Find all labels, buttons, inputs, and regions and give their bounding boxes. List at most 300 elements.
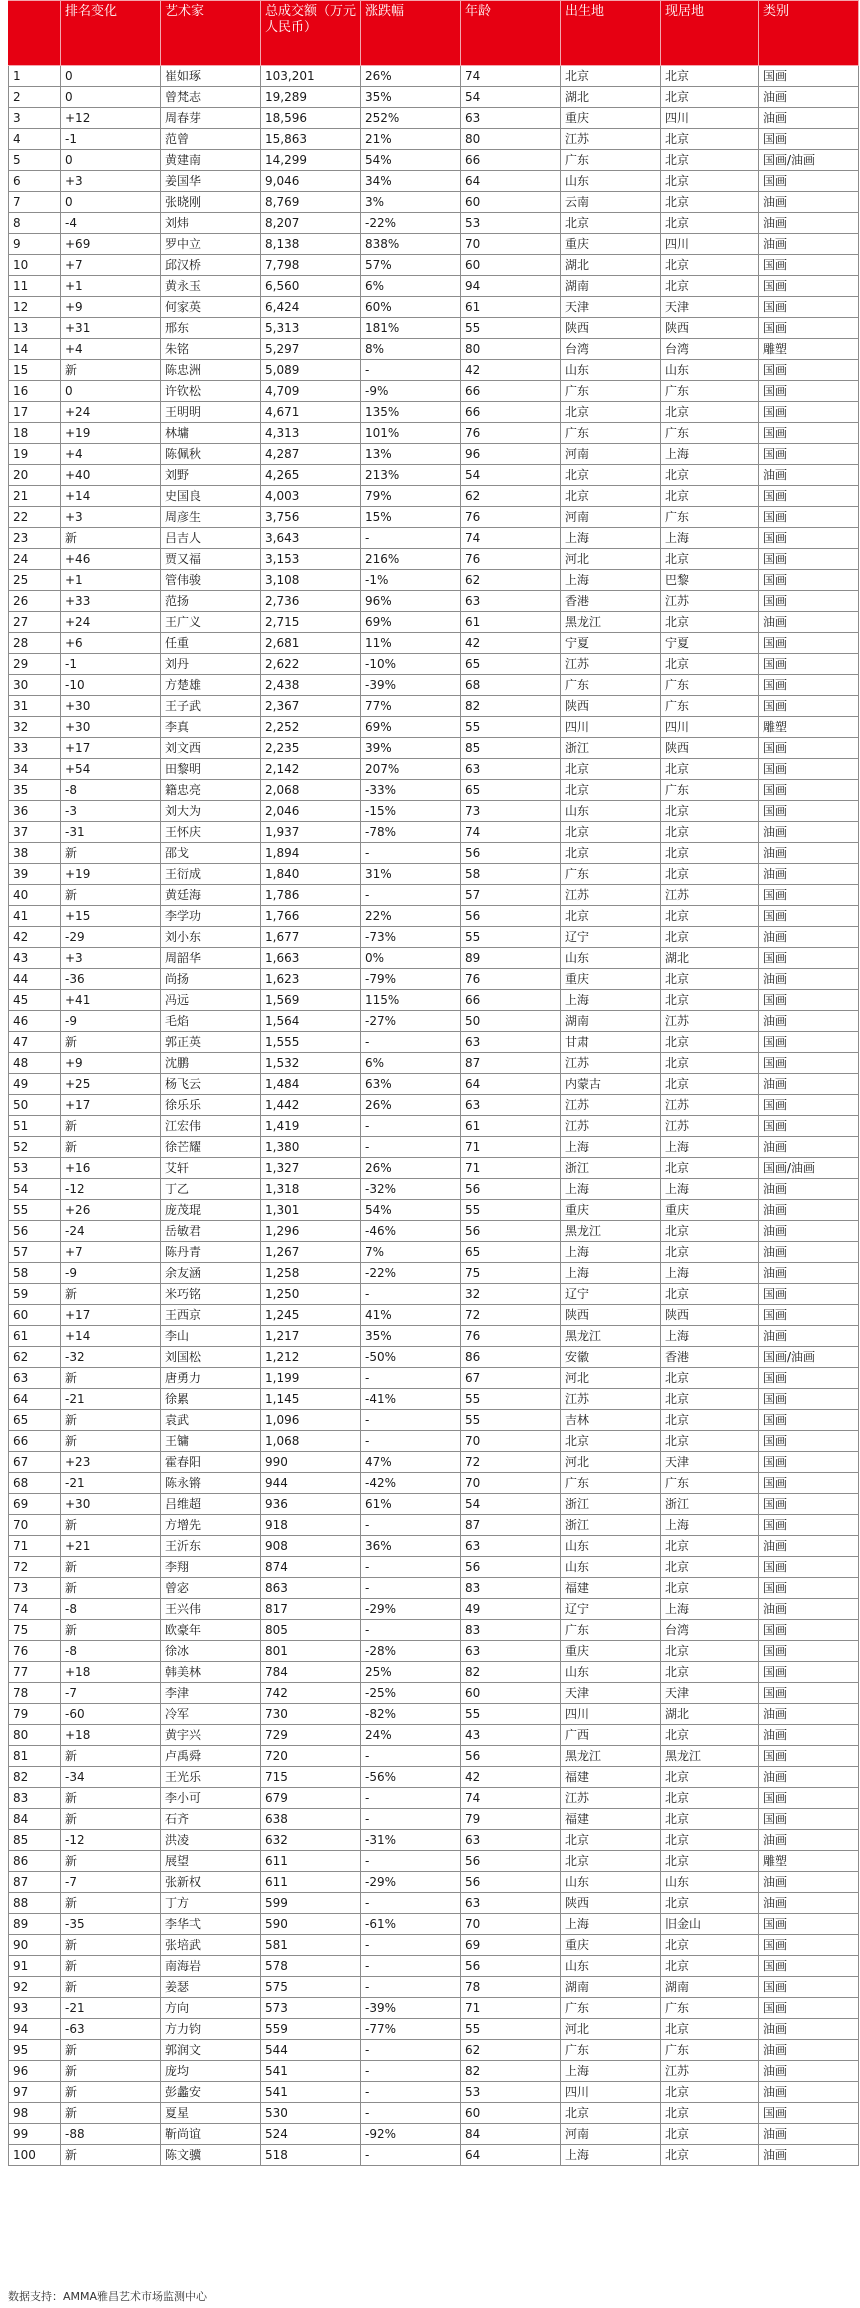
rank-cell: 30 (9, 675, 61, 696)
residence-cell: 北京 (661, 1725, 759, 1746)
category-cell: 国画 (759, 528, 859, 549)
turnover-cell: 944 (261, 1473, 361, 1494)
age-cell: 53 (461, 213, 561, 234)
rank-change-cell: +30 (61, 717, 161, 738)
change-percent-cell: 24% (361, 1725, 461, 1746)
rank-cell: 61 (9, 1326, 61, 1347)
artist-name-cell: 黄廷海 (161, 885, 261, 906)
turnover-cell: 2,235 (261, 738, 361, 759)
rank-cell: 88 (9, 1893, 61, 1914)
residence-cell: 北京 (661, 1074, 759, 1095)
category-header: 类别 (759, 1, 859, 66)
table-row (9, 1263, 859, 1284)
age-cell: 67 (461, 1368, 561, 1389)
category-cell: 油画 (759, 1263, 859, 1284)
rank-cell: 62 (9, 1347, 61, 1368)
rank-cell: 5 (9, 150, 61, 171)
artist-name-cell: 方增先 (161, 1515, 261, 1536)
table-row (9, 1620, 859, 1641)
rank-change-cell: +17 (61, 1095, 161, 1116)
rank-cell: 53 (9, 1158, 61, 1179)
turnover-cell: 611 (261, 1872, 361, 1893)
category-cell: 油画 (759, 1704, 859, 1725)
turnover-cell: 1,250 (261, 1284, 361, 1305)
table-row (9, 885, 859, 906)
artist-name-cell: 刘国松 (161, 1347, 261, 1368)
table-row (9, 1557, 859, 1578)
age-cell: 82 (461, 696, 561, 717)
residence-cell: 天津 (661, 1683, 759, 1704)
birthplace-cell: 上海 (561, 528, 661, 549)
age-cell: 71 (461, 1137, 561, 1158)
turnover-cell: 1,894 (261, 843, 361, 864)
birthplace-cell: 黑龙江 (561, 612, 661, 633)
table-row (9, 1767, 859, 1788)
birthplace-cell: 甘肃 (561, 1032, 661, 1053)
artist-name-cell: 黄建南 (161, 150, 261, 171)
artist-name-cell: 许钦松 (161, 381, 261, 402)
rank-change-cell: -21 (61, 1473, 161, 1494)
category-cell: 油画 (759, 822, 859, 843)
turnover-cell: 3,153 (261, 549, 361, 570)
category-cell: 国画 (759, 129, 859, 150)
artist-name-cell: 吕吉人 (161, 528, 261, 549)
artist-name-cell: 李津 (161, 1683, 261, 1704)
artist-name-cell: 唐勇力 (161, 1368, 261, 1389)
table-row (9, 66, 859, 87)
category-cell: 国画 (759, 1053, 859, 1074)
rank-cell: 36 (9, 801, 61, 822)
change-percent-cell: -9% (361, 381, 461, 402)
rank-cell: 39 (9, 864, 61, 885)
birthplace-cell: 陕西 (561, 1893, 661, 1914)
residence-cell: 北京 (661, 927, 759, 948)
table-row (9, 171, 859, 192)
rank-cell: 25 (9, 570, 61, 591)
rank-change-cell: 新 (61, 843, 161, 864)
birthplace-cell: 山东 (561, 1536, 661, 1557)
change-percent-cell: 6% (361, 276, 461, 297)
age-cell: 63 (461, 759, 561, 780)
table-row (9, 759, 859, 780)
category-cell: 油画 (759, 2145, 859, 2166)
residence-cell: 北京 (661, 1809, 759, 1830)
birthplace-cell: 上海 (561, 570, 661, 591)
rank-change-cell: 新 (61, 360, 161, 381)
artist-name-cell: 郭正英 (161, 1032, 261, 1053)
rank-cell: 97 (9, 2082, 61, 2103)
age-cell: 49 (461, 1599, 561, 1620)
change-percent-cell: - (361, 1956, 461, 1977)
table-row (9, 381, 859, 402)
rank-change-cell: +18 (61, 1662, 161, 1683)
rank-cell: 46 (9, 1011, 61, 1032)
birthplace-cell: 上海 (561, 990, 661, 1011)
age-cell: 43 (461, 1725, 561, 1746)
rank-cell: 21 (9, 486, 61, 507)
category-cell: 国画 (759, 1305, 859, 1326)
residence-cell: 北京 (661, 654, 759, 675)
turnover-cell: 1,623 (261, 969, 361, 990)
turnover-cell: 524 (261, 2124, 361, 2145)
rank-cell: 27 (9, 612, 61, 633)
change-percent-cell: 96% (361, 591, 461, 612)
rank-change-cell: +3 (61, 948, 161, 969)
change-percent-cell: - (361, 843, 461, 864)
artist-name-cell: 张新权 (161, 1872, 261, 1893)
birthplace-cell: 上海 (561, 1914, 661, 1935)
change-percent-cell: - (361, 1578, 461, 1599)
residence-cell: 北京 (661, 1368, 759, 1389)
rank-cell: 2 (9, 87, 61, 108)
table-row (9, 444, 859, 465)
change-percent-cell: 61% (361, 1494, 461, 1515)
rank-change-cell: +17 (61, 738, 161, 759)
rank-change-cell: -7 (61, 1872, 161, 1893)
table-row (9, 1074, 859, 1095)
rank-change-cell: +17 (61, 1305, 161, 1326)
rank-change-cell: +24 (61, 612, 161, 633)
table-row (9, 1347, 859, 1368)
residence-cell: 天津 (661, 297, 759, 318)
change-percent-cell: 11% (361, 633, 461, 654)
artist-name-cell: 杨飞云 (161, 1074, 261, 1095)
residence-cell: 江苏 (661, 885, 759, 906)
rank-change-cell: +40 (61, 465, 161, 486)
age-cell: 76 (461, 423, 561, 444)
residence-cell: 广东 (661, 381, 759, 402)
category-cell: 国画/油画 (759, 150, 859, 171)
turnover-cell: 3,643 (261, 528, 361, 549)
artist-header: 艺术家 (161, 1, 261, 66)
birthplace-cell: 黑龙江 (561, 1746, 661, 1767)
birthplace-cell: 山东 (561, 801, 661, 822)
turnover-cell: 1,677 (261, 927, 361, 948)
rank-change-cell: 0 (61, 150, 161, 171)
rank-change-cell: +25 (61, 1074, 161, 1095)
category-cell: 油画 (759, 864, 859, 885)
residence-cell: 北京 (661, 1389, 759, 1410)
category-cell: 油画 (759, 1179, 859, 1200)
rank-cell: 9 (9, 234, 61, 255)
rank-cell: 29 (9, 654, 61, 675)
age-cell: 61 (461, 612, 561, 633)
change-percent-cell: 216% (361, 549, 461, 570)
age-cell: 42 (461, 633, 561, 654)
residence-cell: 北京 (661, 1935, 759, 1956)
artist-name-cell: 霍春阳 (161, 1452, 261, 1473)
change-percent-cell: 181% (361, 318, 461, 339)
change-percent-cell: - (361, 2103, 461, 2124)
residence-cell: 上海 (661, 1179, 759, 1200)
rank-change-cell: -21 (61, 1389, 161, 1410)
change-percent-cell: -78% (361, 822, 461, 843)
artist-name-cell: 贾又福 (161, 549, 261, 570)
artist-name-cell: 朱铭 (161, 339, 261, 360)
birthplace-cell: 辽宁 (561, 927, 661, 948)
artist-name-cell: 刘炜 (161, 213, 261, 234)
table-row (9, 2145, 859, 2166)
category-cell: 国画 (759, 1956, 859, 1977)
residence-cell: 北京 (661, 276, 759, 297)
age-cell: 72 (461, 1305, 561, 1326)
artist-name-cell: 籍忠亮 (161, 780, 261, 801)
rank-cell: 40 (9, 885, 61, 906)
rank-cell: 18 (9, 423, 61, 444)
rank-change-cell: -12 (61, 1179, 161, 1200)
artist-name-cell: 陈文骥 (161, 2145, 261, 2166)
turnover-cell: 1,068 (261, 1431, 361, 1452)
rank-cell: 94 (9, 2019, 61, 2040)
age-cell: 63 (461, 1893, 561, 1914)
artist-name-cell: 姜国华 (161, 171, 261, 192)
turnover-cell: 1,327 (261, 1158, 361, 1179)
category-cell: 国画 (759, 444, 859, 465)
turnover-cell: 638 (261, 1809, 361, 1830)
residence-cell: 台湾 (661, 339, 759, 360)
residence-cell: 北京 (661, 1851, 759, 1872)
artist-name-cell: 周韶华 (161, 948, 261, 969)
residence-cell: 北京 (661, 171, 759, 192)
rank-change-cell: -8 (61, 780, 161, 801)
table-row (9, 360, 859, 381)
category-cell: 国画 (759, 1515, 859, 1536)
turnover-cell: 2,252 (261, 717, 361, 738)
change-percent-cell: 26% (361, 1158, 461, 1179)
rank-change-cell: -7 (61, 1683, 161, 1704)
birthplace-cell: 广东 (561, 864, 661, 885)
age-cell: 73 (461, 801, 561, 822)
rank-change-cell: 新 (61, 1116, 161, 1137)
change-percent-cell: 34% (361, 171, 461, 192)
category-cell: 油画 (759, 1074, 859, 1095)
rank-cell: 7 (9, 192, 61, 213)
artist-name-cell: 刘文西 (161, 738, 261, 759)
change-percent-cell: - (361, 1788, 461, 1809)
turnover-cell: 4,709 (261, 381, 361, 402)
table-row (9, 1683, 859, 1704)
residence-cell: 北京 (661, 192, 759, 213)
rank-cell: 92 (9, 1977, 61, 1998)
birthplace-cell: 辽宁 (561, 1284, 661, 1305)
rank-change-cell: +24 (61, 402, 161, 423)
rank-change-cell: +14 (61, 486, 161, 507)
rank-change-cell: 新 (61, 1935, 161, 1956)
turnover-cell: 1,217 (261, 1326, 361, 1347)
table-row (9, 780, 859, 801)
age-cell: 63 (461, 1641, 561, 1662)
residence-cell: 广东 (661, 423, 759, 444)
birthplace-cell: 重庆 (561, 1641, 661, 1662)
turnover-cell: 1,296 (261, 1221, 361, 1242)
table-row (9, 1893, 859, 1914)
rank-change-cell: 新 (61, 1746, 161, 1767)
rank-cell: 43 (9, 948, 61, 969)
age-cell: 57 (461, 885, 561, 906)
change-percent-cell: 39% (361, 738, 461, 759)
table-body (9, 66, 859, 2166)
table-row (9, 654, 859, 675)
category-cell: 国画 (759, 1578, 859, 1599)
rank-change-cell: 新 (61, 1557, 161, 1578)
residence-cell: 广东 (661, 1473, 759, 1494)
birthplace-cell: 北京 (561, 2103, 661, 2124)
table-row (9, 339, 859, 360)
turnover-cell: 541 (261, 2061, 361, 2082)
rank-cell: 87 (9, 1872, 61, 1893)
category-cell: 国画 (759, 381, 859, 402)
artist-name-cell: 米巧铭 (161, 1284, 261, 1305)
turnover-cell: 1,569 (261, 990, 361, 1011)
birthplace-cell: 辽宁 (561, 1599, 661, 1620)
table-row (9, 507, 859, 528)
age-cell: 50 (461, 1011, 561, 1032)
artist-name-cell: 黄宇兴 (161, 1725, 261, 1746)
age-cell: 70 (461, 1914, 561, 1935)
birthplace-cell: 陕西 (561, 696, 661, 717)
turnover-cell: 1,663 (261, 948, 361, 969)
change-percent-cell: - (361, 1851, 461, 1872)
change-percent-cell: -33% (361, 780, 461, 801)
turnover-cell: 2,736 (261, 591, 361, 612)
table-row (9, 1578, 859, 1599)
rank-cell: 19 (9, 444, 61, 465)
residence-cell: 北京 (661, 549, 759, 570)
table-row (9, 591, 859, 612)
table-row (9, 1053, 859, 1074)
table-row (9, 1998, 859, 2019)
category-cell: 国画 (759, 675, 859, 696)
birthplace-cell: 湖南 (561, 1977, 661, 1998)
turnover-cell: 18,596 (261, 108, 361, 129)
change-percent-cell: -92% (361, 2124, 461, 2145)
birthplace-cell: 广东 (561, 1473, 661, 1494)
turnover-cell: 863 (261, 1578, 361, 1599)
table-row (9, 423, 859, 444)
rank-change-cell: 新 (61, 2040, 161, 2061)
turnover-cell: 14,299 (261, 150, 361, 171)
artist-name-cell: 李小可 (161, 1788, 261, 1809)
table-row (9, 276, 859, 297)
rank-cell: 73 (9, 1578, 61, 1599)
residence-cell: 陕西 (661, 318, 759, 339)
change-percent-cell: - (361, 360, 461, 381)
age-cell: 63 (461, 1032, 561, 1053)
category-cell: 雕塑 (759, 717, 859, 738)
turnover-cell: 103,201 (261, 66, 361, 87)
residence-cell: 重庆 (661, 1200, 759, 1221)
birthplace-cell: 上海 (561, 1137, 661, 1158)
residence-cell: 北京 (661, 1158, 759, 1179)
age-cell: 69 (461, 1935, 561, 1956)
rank-cell: 95 (9, 2040, 61, 2061)
turnover-cell: 1,318 (261, 1179, 361, 1200)
table-row (9, 1746, 859, 1767)
rank-change-cell: 新 (61, 1431, 161, 1452)
birthplace-cell: 江苏 (561, 885, 661, 906)
table-row (9, 1305, 859, 1326)
birthplace-cell: 河南 (561, 507, 661, 528)
birthplace-cell: 安徽 (561, 1347, 661, 1368)
rank-change-cell: +9 (61, 1053, 161, 1074)
turnover-cell: 1,380 (261, 1137, 361, 1158)
table-row (9, 402, 859, 423)
residence-header: 现居地 (661, 1, 759, 66)
turnover-cell: 1,267 (261, 1242, 361, 1263)
age-cell: 85 (461, 738, 561, 759)
rank-cell: 86 (9, 1851, 61, 1872)
rank-change-cell: +19 (61, 864, 161, 885)
artist-name-cell: 陈忠洲 (161, 360, 261, 381)
change-percent-cell: -46% (361, 1221, 461, 1242)
residence-cell: 北京 (661, 213, 759, 234)
rank-change-cell: 新 (61, 1809, 161, 1830)
category-cell: 国画 (759, 885, 859, 906)
change-percent-cell: 6% (361, 1053, 461, 1074)
rank-cell: 6 (9, 171, 61, 192)
turnover-cell: 1,096 (261, 1410, 361, 1431)
residence-cell: 上海 (661, 1263, 759, 1284)
age-cell: 32 (461, 1284, 561, 1305)
residence-cell: 北京 (661, 1242, 759, 1263)
artist-name-cell: 南海岩 (161, 1956, 261, 1977)
birthplace-cell: 北京 (561, 465, 661, 486)
category-cell: 油画 (759, 1221, 859, 1242)
table-row (9, 969, 859, 990)
change-percent-cell: - (361, 1746, 461, 1767)
residence-cell: 天津 (661, 1452, 759, 1473)
birthplace-cell: 内蒙古 (561, 1074, 661, 1095)
rank-cell: 28 (9, 633, 61, 654)
turnover-cell: 805 (261, 1620, 361, 1641)
change-percent-cell: 207% (361, 759, 461, 780)
birthplace-cell: 河南 (561, 2124, 661, 2145)
category-cell: 国画 (759, 171, 859, 192)
table-row (9, 2061, 859, 2082)
change-percent-cell: 15% (361, 507, 461, 528)
age-cell: 76 (461, 969, 561, 990)
residence-cell: 北京 (661, 465, 759, 486)
rank-change-cell: 新 (61, 1284, 161, 1305)
artist-name-cell: 韩美林 (161, 1662, 261, 1683)
birthplace-cell: 陕西 (561, 1305, 661, 1326)
birthplace-cell: 天津 (561, 1683, 661, 1704)
rank-change-cell: 新 (61, 1032, 161, 1053)
birthplace-cell: 河北 (561, 549, 661, 570)
table-row (9, 1641, 859, 1662)
artist-name-cell: 刘小东 (161, 927, 261, 948)
turnover-cell: 4,287 (261, 444, 361, 465)
age-cell: 68 (461, 675, 561, 696)
rank-change-cell: +12 (61, 108, 161, 129)
rank-change-cell: -21 (61, 1998, 161, 2019)
change-percent-cell: - (361, 1620, 461, 1641)
turnover-cell: 8,207 (261, 213, 361, 234)
rank-cell: 24 (9, 549, 61, 570)
rank-change-cell: +23 (61, 1452, 161, 1473)
age-cell: 62 (461, 486, 561, 507)
category-cell: 国画 (759, 1914, 859, 1935)
birthplace-cell: 上海 (561, 1263, 661, 1284)
category-cell: 国画 (759, 2103, 859, 2124)
residence-cell: 上海 (661, 1515, 759, 1536)
age-cell: 56 (461, 843, 561, 864)
residence-cell: 上海 (661, 444, 759, 465)
table-row (9, 1830, 859, 1851)
rank-cell: 70 (9, 1515, 61, 1536)
table-row (9, 1011, 859, 1032)
artist-name-cell: 史国良 (161, 486, 261, 507)
